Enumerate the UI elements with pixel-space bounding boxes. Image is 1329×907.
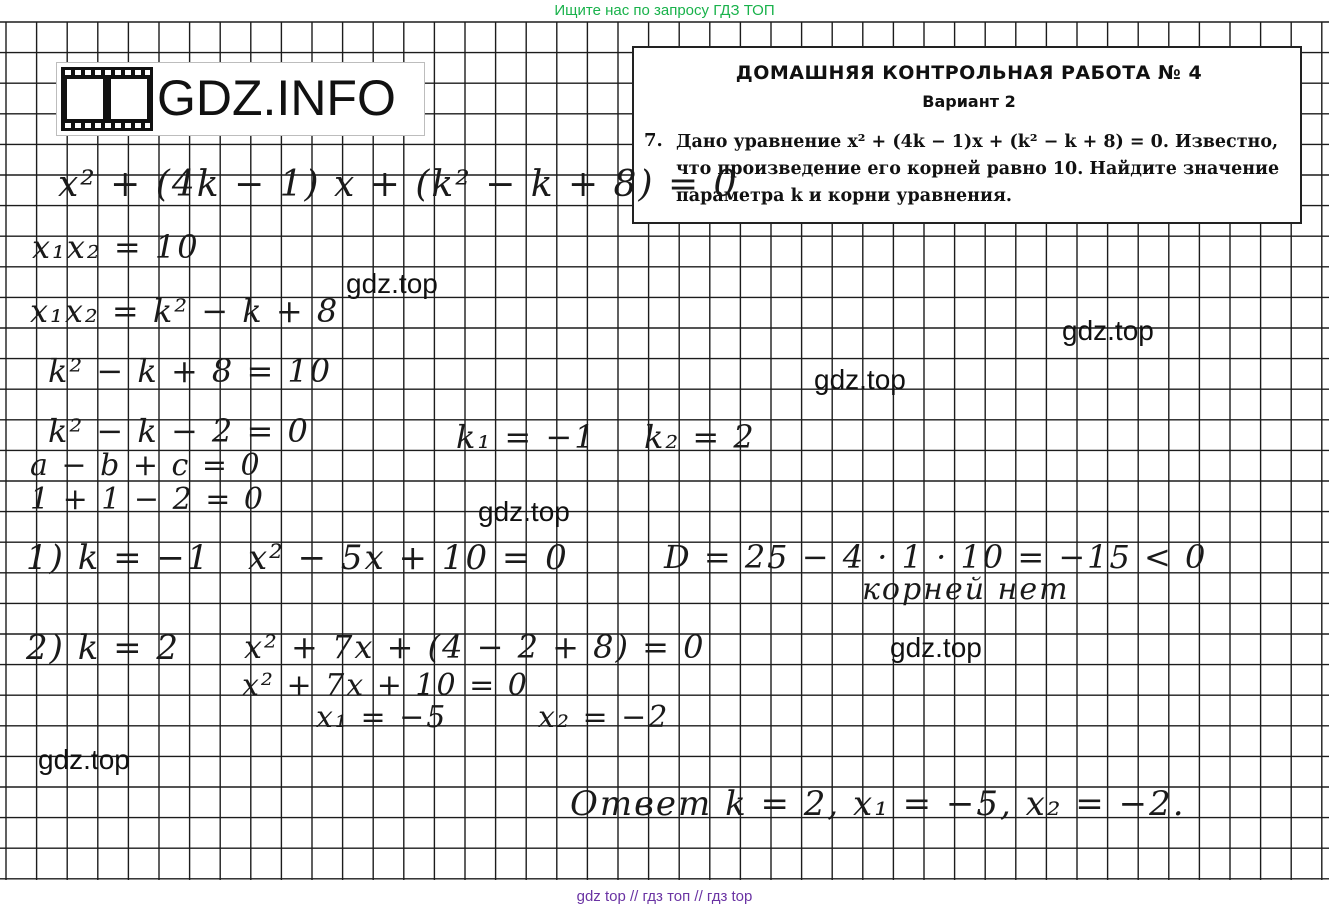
- task-number: 7.: [644, 130, 663, 151]
- task-text: [676, 129, 1296, 210]
- task-title: ДОМАШНЯЯ КОНТРОЛЬНАЯ РАБОТА № 4: [735, 62, 1203, 84]
- solution-case1-k: 1) k = −1: [26, 538, 211, 578]
- solution-coef-check: 1 + 1 − 2 = 0: [30, 482, 265, 517]
- watermark: gdz.top: [478, 496, 570, 527]
- solution-case2-equation: x² + 7x + (4 − 2 + 8) = 0: [244, 628, 706, 666]
- task-line: Дано уравнение x² + (4k − 1)x + (k² − k + 8) = 0. Известно,: [676, 132, 1279, 152]
- solution-case1-discriminant: D = 25 − 4 · 1 · 10 = −15 < 0: [664, 538, 1208, 576]
- solution-product-condition: x₁x₂ = 10: [32, 228, 200, 266]
- solution-root-k2: k₂ = 2: [644, 418, 756, 456]
- solution-case1-equation: x² − 5x + 10 = 0: [248, 538, 569, 578]
- solution-case2-simplified: x² + 7x + 10 = 0: [242, 668, 529, 703]
- solution-vieta: x₁x₂ = k² − k + 8: [30, 292, 340, 330]
- solution-case2-root2: x₂ = −2: [538, 700, 670, 735]
- solution-equation: x² + (4k − 1) x + (k² − k + 8) = 0: [58, 164, 739, 205]
- film-strip-icon: [61, 67, 153, 131]
- solution-case1-note: корней нет: [862, 572, 1070, 607]
- solution-case2-k: 2) k = 2: [26, 628, 181, 668]
- solution-coef-rule: a − b + c = 0: [30, 448, 262, 483]
- watermark: gdz.top: [890, 632, 982, 663]
- watermark: gdz.top: [346, 268, 438, 299]
- site-logo[interactable]: [56, 62, 425, 136]
- solution-answer: Ответ k = 2, x₁ = −5, x₂ = −2.: [570, 784, 1186, 824]
- logo-text: GDZ.INFO: [157, 70, 396, 126]
- task-variant: Вариант 2: [922, 92, 1016, 111]
- top-banner[interactable]: Ищите нас по запросу ГДЗ ТОП: [554, 2, 775, 19]
- watermark: gdz.top: [1062, 315, 1154, 346]
- solution-case2-root1: x₁ = −5: [316, 700, 448, 735]
- solution-quadratic-k: k² − k − 2 = 0: [48, 412, 310, 450]
- task-line: что произведение его корней равно 10. Найдите значение: [676, 159, 1280, 179]
- solution-root-k1: k₁ = −1: [456, 418, 597, 456]
- task-line: параметра k и корни уравнения.: [676, 186, 1012, 206]
- watermark: gdz.top: [38, 744, 130, 775]
- bottom-banner[interactable]: gdz top // гдз топ // гдз top: [576, 888, 753, 905]
- watermark: gdz.top: [814, 364, 906, 395]
- solution-equate: k² − k + 8 = 10: [48, 352, 333, 390]
